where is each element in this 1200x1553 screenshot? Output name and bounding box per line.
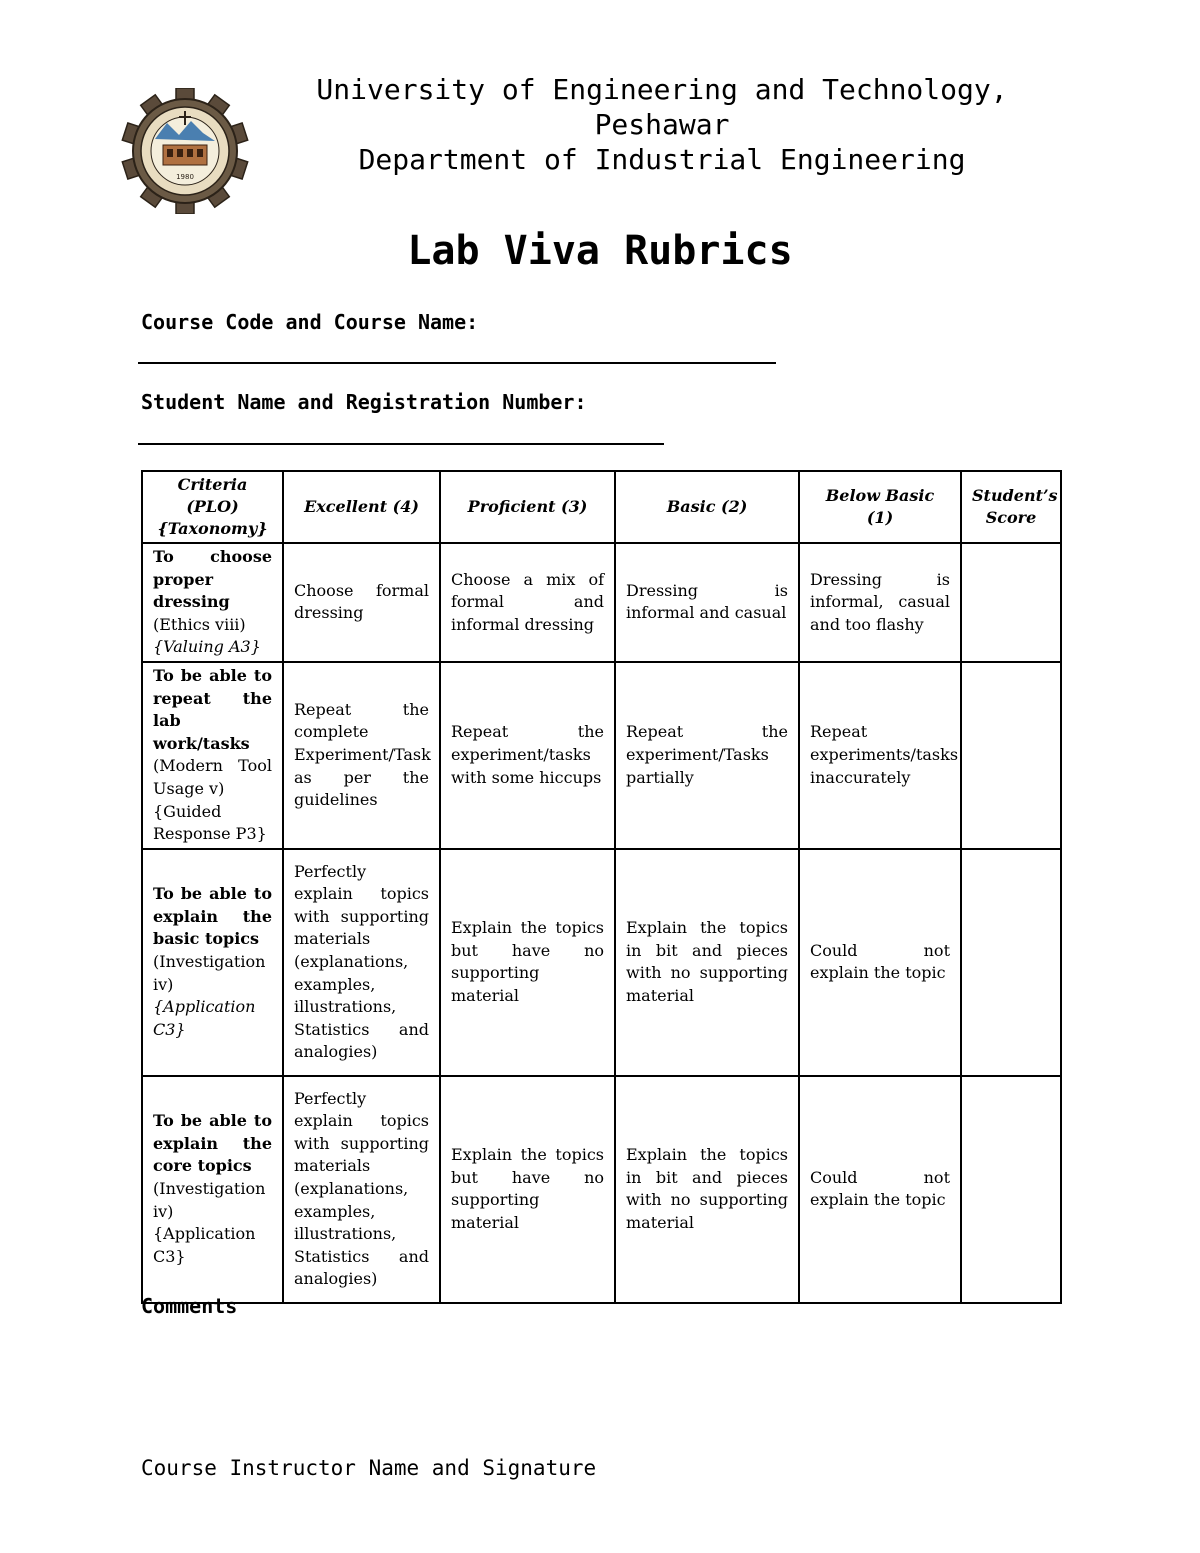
- criteria-plo: (Investigation iv): [153, 1178, 266, 1221]
- below-basic-cell: Could not explain the topic: [799, 849, 961, 1076]
- proficient-cell: Explain the topics but have no supporting material: [440, 1076, 615, 1303]
- department-name: Department of Industrial Engineering: [358, 143, 966, 176]
- header-excellent: Excellent (4): [283, 471, 440, 543]
- table-row: [142, 543, 1061, 662]
- criteria-cell: [142, 543, 283, 662]
- course-blank-line[interactable]: [138, 362, 776, 364]
- instructor-signature-label: Course Instructor Name and Signature: [141, 1456, 597, 1480]
- table-row: [142, 1076, 1061, 1303]
- header-student-score: Student’s Score: [961, 471, 1061, 543]
- criteria-title: To be able to repeat the lab work/tasks: [153, 665, 272, 753]
- criteria-cell: [142, 1076, 283, 1303]
- excellent-cell: Perfectly explain topics with supporting materials (explanations, examples, illustrations, Statistics and analogies): [283, 849, 440, 1076]
- student-blank-line[interactable]: [138, 443, 664, 445]
- university-name-line1: University of Engineering and Technology,: [316, 73, 1008, 106]
- below-basic-cell: Dressing is informal, casual and too flashy: [799, 543, 961, 662]
- criteria-taxonomy: {Application C3}: [153, 1224, 256, 1266]
- criteria-taxonomy: {Application C3}: [153, 997, 256, 1039]
- basic-cell: Repeat the experiment/Tasks partially: [615, 662, 799, 849]
- university-name-line2: Peshawar: [594, 108, 730, 141]
- score-cell[interactable]: [961, 849, 1061, 1076]
- criteria-plo: (Investigation iv): [153, 951, 266, 994]
- criteria-cell: [142, 662, 283, 849]
- criteria-taxonomy: {Guided Response P3}: [153, 801, 267, 844]
- criteria-taxonomy: {Valuing A3}: [153, 637, 261, 657]
- rubric-table: [141, 470, 1062, 1304]
- table-row: [142, 849, 1061, 1076]
- header-criteria: Criteria (PLO) {Taxonomy}: [142, 471, 283, 543]
- criteria-plo: (Modern Tool Usage v): [153, 756, 272, 798]
- criteria-title: To be able to explain the basic topics: [153, 884, 272, 949]
- header-proficient: Proficient (3): [440, 471, 615, 543]
- below-basic-cell: Could not explain the topic: [799, 1076, 961, 1303]
- university-logo-icon: [114, 88, 256, 214]
- proficient-cell: Repeat the experiment/tasks with some hiccups: [440, 662, 615, 849]
- criteria-title: To choose proper dressing: [153, 547, 272, 612]
- basic-cell: Dressing is informal and casual: [615, 543, 799, 662]
- header-below-basic: Below Basic (1): [799, 471, 961, 543]
- student-label: Student Name and Registration Number:: [141, 390, 587, 414]
- proficient-cell: Explain the topics but have no supporting material: [440, 849, 615, 1076]
- basic-cell: Explain the topics in bit and pieces with no supporting material: [615, 1076, 799, 1303]
- svg-text:1980: 1980: [176, 173, 194, 181]
- page-title: Lab Viva Rubrics: [407, 228, 793, 274]
- score-cell[interactable]: [961, 662, 1061, 849]
- document-header: [262, 72, 1062, 177]
- criteria-plo: (Ethics viii): [153, 614, 246, 634]
- score-cell[interactable]: [961, 1076, 1061, 1303]
- excellent-cell: Choose formal dressing: [283, 543, 440, 662]
- comments-label: Comments: [141, 1294, 238, 1318]
- excellent-cell: Repeat the complete Experiment/Task as per the guidelines: [283, 662, 440, 849]
- course-label: Course Code and Course Name:: [141, 310, 479, 334]
- table-header-row: [142, 471, 1061, 543]
- below-basic-cell: Repeat experiments/tasks inaccurately: [799, 662, 961, 849]
- criteria-cell: [142, 849, 283, 1076]
- basic-cell: Explain the topics in bit and pieces with no supporting material: [615, 849, 799, 1076]
- excellent-cell: Perfectly explain topics with supporting materials (explanations, examples, illustrations, Statistics and analogies): [283, 1076, 440, 1303]
- proficient-cell: Choose a mix of formal and informal dressing: [440, 543, 615, 662]
- header-basic: Basic (2): [615, 471, 799, 543]
- table-row: [142, 662, 1061, 849]
- score-cell[interactable]: [961, 543, 1061, 662]
- criteria-title: To be able to explain the core topics: [153, 1111, 272, 1176]
